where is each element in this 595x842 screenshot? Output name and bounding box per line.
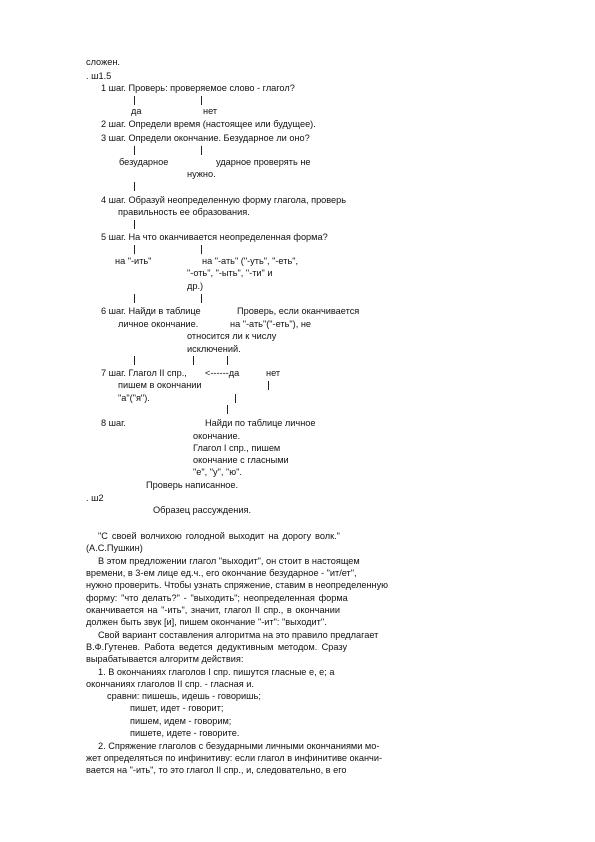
step-7-cont-1: пишем в окончании (118, 380, 202, 390)
step-6-right-4: исключений. (187, 344, 241, 354)
step-5-at-1: на "-ать" ("-уть", "-еть", (202, 256, 299, 266)
quote: "С своей волчихою голодной выходит на дорогу волк." (98, 531, 340, 541)
flow-connector (193, 356, 194, 365)
final-step: Проверь написанное. (146, 480, 239, 490)
step-6-right-1: Проверь, если оканчивается (237, 306, 360, 316)
paragraph-line: Свой вариант составления алгоритма на это правило предлагает (98, 630, 379, 640)
rule-2-cont: жет определяться по инфинитиву: если глагол в инфинитиве оканчи- (86, 753, 383, 763)
flow-connector (134, 182, 135, 191)
flow-connector (134, 146, 135, 155)
step-7-arrow: <------да (205, 368, 240, 378)
quote-author: (А.С.Пушкин) (86, 543, 143, 553)
step-6: 6 шаг. Найди в таблице (101, 306, 201, 316)
rule-1: 1. В окончаниях глаголов I спр. пишутся гласные е, е; а (98, 667, 335, 677)
step-3-stressed-cont: нужно. (187, 169, 216, 179)
step-5-at-3: др.) (187, 281, 204, 291)
rule-2-cont: вается на "-ить", то это глагол II спр., и, следовательно, в его (86, 765, 347, 775)
step-7: 7 шаг. Глагол II спр., (101, 368, 187, 378)
step-5-it: на "-ить" (115, 256, 152, 266)
flow-connector (235, 394, 236, 403)
compare-line: пишете, идете - говорите. (130, 728, 240, 738)
flow-connector (201, 146, 202, 155)
paragraph-line: нужно проверить. Чтобы узнать спряжение, ставим в неопределенную (86, 580, 389, 590)
flow-connector (201, 96, 202, 105)
step-2: 2 шаг. Определи время (настоящее или будущее). (101, 119, 316, 129)
step-5: 5 шаг. На что оканчивается неопределенная форма? (101, 232, 328, 242)
step-6-right-3: относится ли к числу (187, 331, 277, 341)
paragraph-line: вырабатывается алгоритм действия: (86, 654, 244, 664)
step-3-unstressed: безударное (119, 157, 169, 167)
step-4: 4 шаг. Образуй неопределенную форму глагола, проверь (101, 195, 347, 205)
flow-connector (268, 381, 269, 390)
compare-line: пишет, идет - говорит; (130, 703, 224, 713)
flow-connector (134, 294, 135, 303)
compare-line: сравни: пишешь, идешь - говоришь; (107, 691, 261, 701)
step-1-no: нет (203, 106, 218, 116)
paragraph-line: должен быть звук [и], пишем окончание "-ит": "выходит". (86, 617, 327, 627)
flow-connector (227, 356, 228, 365)
paragraph-line: времени, в 3-ем лице ед.ч., его окончание безударное - "ит/ет", (86, 568, 357, 578)
flow-connector (134, 356, 135, 365)
step-8-right-4: окончание с гласными (193, 455, 289, 465)
step-5-at-2: "-оть", "-ыть", "-ти" и (187, 268, 273, 278)
paragraph-line: В.Ф.Гутенев. Работа ведется дедуктивным методом. Сразу (86, 642, 348, 652)
step-6-right-2: на "-ать"("-еть"), не (230, 319, 312, 329)
step-1-yes: да (131, 106, 142, 116)
step-8-right-3: Глагол I спр., пишем (193, 443, 281, 453)
step-6-cont: личное окончание. (118, 319, 199, 329)
paragraph-line: оканчивается на "-ить", значит, глагол II спр., в окончании (86, 605, 340, 615)
flow-connector (201, 245, 202, 254)
step-8-right-5: "е", "у", "ю". (193, 467, 242, 477)
section-marker: . ш2 (86, 493, 104, 503)
compare-line: пишем, идем - говорим; (130, 716, 232, 726)
rule-2: 2. Спряжение глаголов с безударными личными окончаниями мо- (98, 741, 380, 751)
flow-connector (134, 245, 135, 254)
flow-connector (134, 220, 135, 229)
flow-connector (134, 96, 135, 105)
step-8-right-1: Найди по таблице личное (205, 418, 316, 428)
text-line: сложен. (86, 57, 120, 67)
step-7-cont-2: "а"("я"). (118, 393, 150, 403)
section-marker: . ш1.5 (86, 71, 112, 81)
step-1: 1 шаг. Проверь: проверяемое слово - глагол? (101, 83, 295, 93)
step-4-cont: правильность ее образования. (118, 207, 250, 217)
step-7-no: нет (266, 368, 281, 378)
step-8: 8 шаг. (101, 418, 126, 428)
step-3: 3 шаг. Определи окончание. Безударное ли оно? (101, 133, 310, 143)
flow-connector (201, 294, 202, 303)
paragraph-line: форму: "что делать?" - "выходить"; неопределенная форма (86, 593, 348, 603)
paragraph-line: В этом предложении глагол "выходит", он стоит в настоящем (98, 556, 360, 566)
sample-title: Образец рассуждения. (153, 505, 252, 515)
step-3-stressed: ударное проверять не (216, 157, 311, 167)
flow-connector (227, 405, 228, 414)
rule-1-cont: окончаниях глаголов II спр. - гласная и. (86, 679, 254, 689)
step-8-right-2: окончание. (193, 431, 241, 441)
